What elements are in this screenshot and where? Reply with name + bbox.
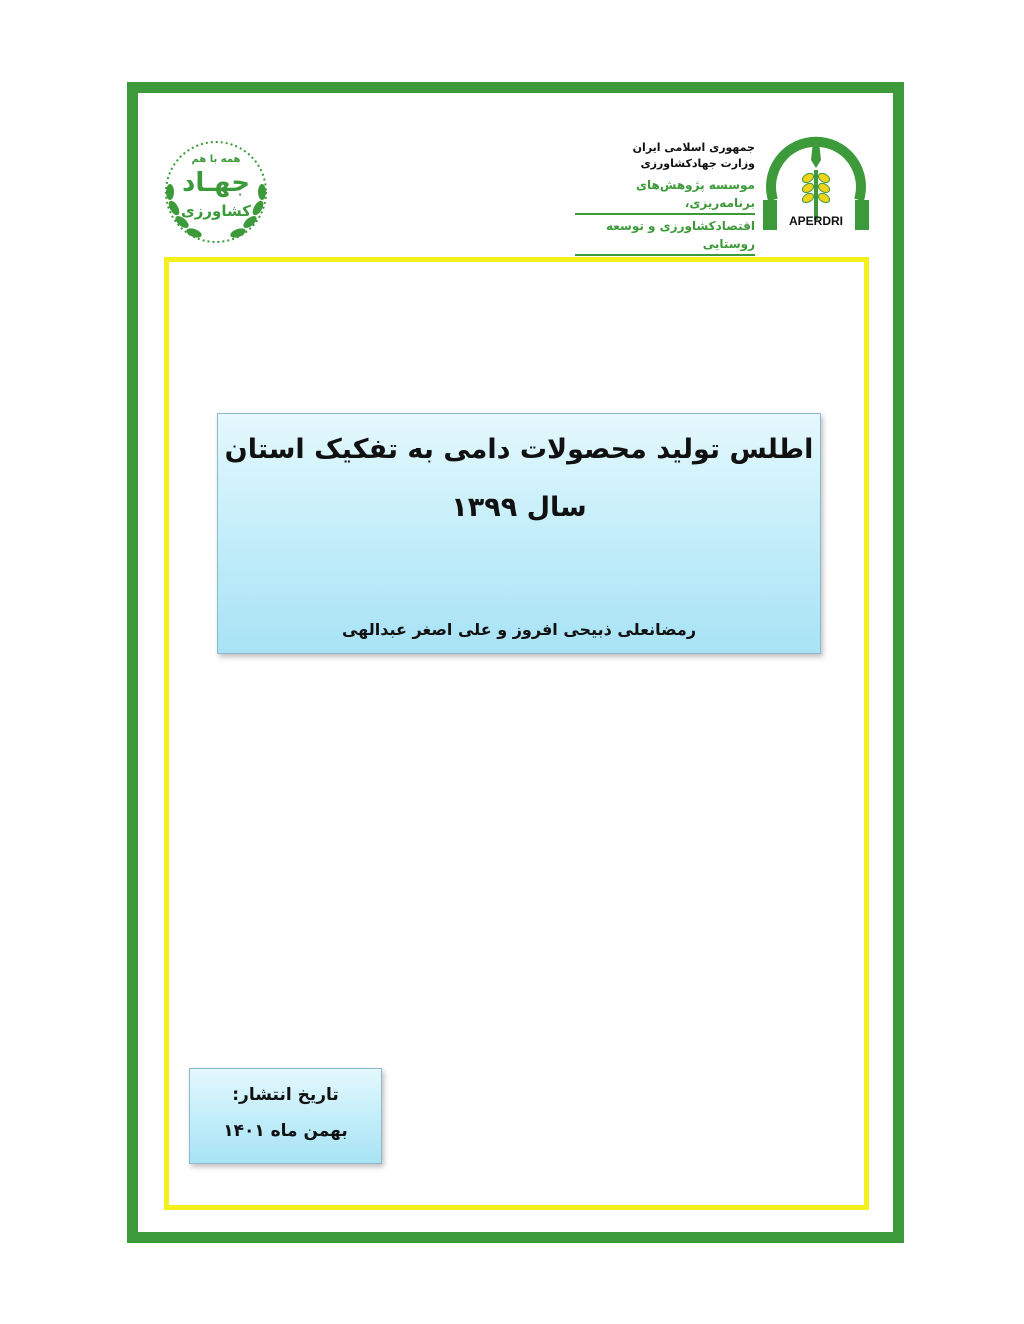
institute-line-1: موسسه پژوهش‌های برنامه‌ریزی،	[636, 178, 755, 210]
institute-text-block	[575, 140, 755, 251]
jahad-keshavarzi-logo	[160, 136, 272, 248]
government-line: جمهوری اسلامی ایران	[632, 141, 755, 154]
document-title: اطلس تولید محصولات دامی به تفکیک استان	[224, 434, 814, 465]
ministry-line: وزارت جهادکشاورزی	[640, 157, 755, 170]
publication-date-value: بهمن ماه ۱۴۰۱	[223, 1121, 348, 1141]
publication-date-label: تاریخ انتشار:	[232, 1085, 339, 1105]
logo-sub-word: کشاورزی	[181, 202, 251, 220]
document-authors: رمضانعلی ذبیحی افروز و علی اصغر عبدالهی	[341, 620, 697, 639]
institute-line-2: اقتصادکشاورزی و توسعه روستایی	[605, 219, 755, 251]
logo-tagline: همه با هم	[191, 154, 241, 165]
document-year: سال ۱۳۹۹	[451, 492, 587, 523]
publication-date-box	[189, 1068, 382, 1164]
logo-main-word: جهـاد	[182, 168, 250, 198]
title-box	[217, 413, 821, 654]
aperdri-abbrev: APERDRI	[788, 214, 843, 228]
institute-divider	[575, 254, 755, 256]
aperdri-logo	[763, 130, 869, 240]
institute-divider	[575, 213, 755, 215]
